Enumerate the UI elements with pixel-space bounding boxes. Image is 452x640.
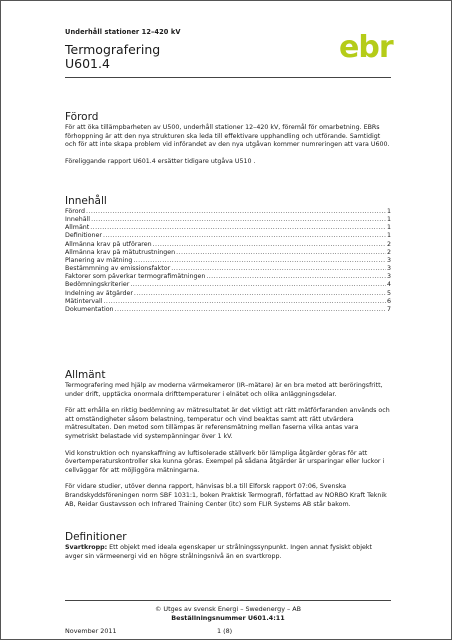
footer-date: November 2011 bbox=[65, 627, 117, 635]
toc-item[interactable]: Planering av mätning ..... 3 bbox=[65, 257, 391, 265]
definition-term: Svartkropp: bbox=[65, 544, 108, 551]
forord-paragraph-2: Föreliggande rapport U601.4 ersätter tidigare utgåva U510 . bbox=[65, 157, 256, 165]
definition-svartkropp bbox=[65, 544, 391, 561]
toc-item[interactable]: Bestämmning av emissionsfaktor ..... 3 bbox=[65, 265, 391, 273]
heading-allmant: Allmänt bbox=[65, 369, 106, 381]
footer-copyright: © Utges av svensk Energi – Swedenergy – AB bbox=[154, 605, 302, 613]
footer-order-number: Beställningsnummer U601.4:11 bbox=[171, 614, 285, 622]
allmant-paragraph-1: Termografering med hjälp av moderna värmekameror (IR–mätare) är en bra metod att beröringsfritt, under drift, upptäcka onormala drifttemperaturer i elnätet och olika anläggningsdelar. bbox=[65, 382, 383, 398]
heading-definitioner: Definitioner bbox=[65, 531, 127, 543]
toc-item[interactable]: Allmänna krav på mätutrustningen ..... 2 bbox=[65, 249, 391, 257]
heading-innehall: Innehåll bbox=[65, 195, 107, 207]
table-of-contents bbox=[65, 208, 391, 314]
footer-page-number: 1 (8) bbox=[217, 627, 233, 635]
allmant-paragraph-4: För vidare studier, utöver denna rapport, hänvisas bl.a till Elforsk rapport 07:06, Svenska Brandskyddsföreningen norm SBF 1031:1, boken Praktisk Termografi, författad av NORBO Kraft Teknik AB, Reidar Gustavsson och Infrared Training Center (itc) som FLIR Systems AB står bakom. bbox=[65, 483, 387, 508]
toc-item[interactable]: Indelning av åtgärder ..... 5 bbox=[65, 290, 391, 298]
footer-divider bbox=[65, 600, 391, 601]
toc-item[interactable]: Innehåll ..... 1 bbox=[65, 216, 391, 224]
section-forord bbox=[65, 111, 391, 174]
header-divider bbox=[65, 77, 391, 78]
section-innehall bbox=[65, 195, 391, 314]
toc-item[interactable]: Allmänna krav på utföraren ..... 2 bbox=[65, 241, 391, 249]
document-series: Underhåll stationer 12–420 kV bbox=[65, 28, 181, 36]
footer bbox=[65, 605, 391, 622]
toc-item[interactable]: Faktorer som påverkar termografimätningen ..... 3 bbox=[65, 273, 391, 281]
forord-paragraph-1: För att öka tillämpbarheten av U500, underhåll stationer 12–420 kV, föremål för omarbetning. EBRs förhoppning är att den nya strukturen ska leda till effektivare upphandling och utförande. Samtidigt och för att inte skapa problem vid införandet av den nya utgåvan kommer numreringen att vara U600. bbox=[65, 124, 390, 149]
toc-item[interactable]: Förord ..... 1 bbox=[65, 208, 391, 216]
heading-forord: Förord bbox=[65, 111, 99, 123]
toc-item[interactable]: Mätintervall ..... 6 bbox=[65, 298, 391, 306]
title-line-1: Termografering bbox=[65, 42, 161, 57]
ebr-logo bbox=[339, 31, 395, 63]
toc-item[interactable]: Bedömningskriterier ..... 4 bbox=[65, 281, 391, 289]
allmant-paragraph-2: För att erhålla en riktig bedömning av mätresultatet är det viktigt att rätt mätförfaranden används och att omständigheter såsom belastning, temperatur och vind beaktas samt att rätt utvärdera mätresultaten. Den metod som tillämpas är referensmätning mellan faserna vilka antas vara symetriskt belastade vid systempänningar över 1 kV. bbox=[65, 407, 390, 440]
definition-text: Ett objekt med ideala egenskaper ur strålningssynpunkt. Ingen annat fysiskt objekt avger sin värmeenergi vid en högre strålningsnivå än en svartkropp. bbox=[65, 544, 373, 560]
document-title bbox=[65, 43, 160, 71]
allmant-paragraph-3: Vid konstruktion och nyanskaffning av luftisolerade ställverk bör lämpliga åtgärder göras för att övertemperaturskontroller ska kunna göras. Exempel på sådana åtgärder är ursparingar eller luckor i cellväggar för att möjliggöra mätningarna. bbox=[65, 449, 385, 474]
toc-item[interactable]: Allmänt ..... 1 bbox=[65, 224, 391, 232]
title-line-2: U601.4 bbox=[65, 56, 110, 71]
toc-item[interactable]: Dokumentation ..... 7 bbox=[65, 306, 391, 314]
svg-text:ebr: ebr bbox=[339, 31, 393, 63]
section-allmant bbox=[65, 369, 391, 509]
toc-item[interactable]: Definitioner ..... 1 bbox=[65, 232, 391, 240]
section-definitioner bbox=[65, 531, 391, 569]
